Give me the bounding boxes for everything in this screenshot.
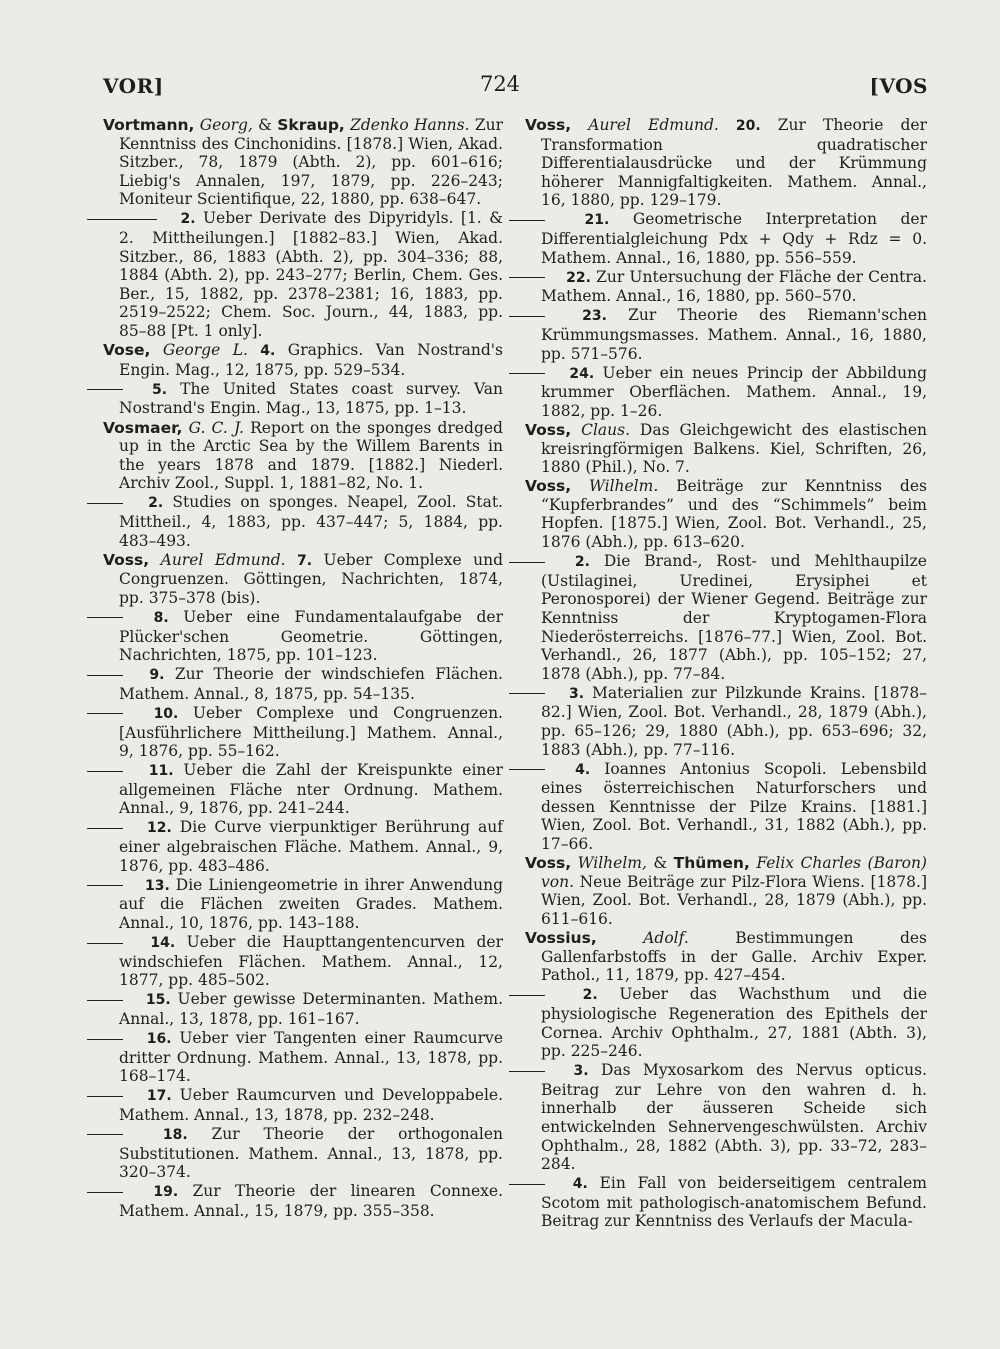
right-column	[525, 116, 927, 1232]
author-surname: Vortmann,	[103, 116, 195, 134]
left-column	[103, 116, 503, 1221]
coauthor-given-name: Felix Charles (Baron) von.	[541, 854, 927, 891]
entry-number: 17.	[146, 1088, 172, 1105]
ditto-dash	[525, 1061, 561, 1080]
ditto-dash	[525, 760, 561, 779]
entry-text: Ueber die Zahl der Kreispunkte einer allgemeinen Fläche nter Ordnung. Mathem. Annal., 9, 1876, pp. 241–244.	[119, 761, 503, 818]
bibliography-entry	[525, 552, 927, 683]
bibliography-entry	[525, 364, 927, 421]
entry-number: 10.	[153, 705, 179, 722]
ditto-dash	[103, 665, 139, 684]
author-given-name: Wilhelm,	[577, 854, 647, 873]
bibliography-entry	[525, 477, 927, 551]
entry-text: Zur Theorie des Riemann'schen Krümmungsmasses. Mathem. Annal., 16, 1880, pp. 571–576.	[541, 306, 927, 363]
entry-text: Ueber Complexe und Congruenzen. [Ausführlichere Mittheilung.] Mathem. Annal., 9, 1876, pp. 55–162.	[119, 703, 503, 761]
entry-text: Ueber Derivate des Dipyridyls. [1. & 2. Mittheilungen.] [1882–83.] Wien, Akad. Sitzber., 86, 1883 (Abth. 2), pp. 304–336; 88, 1884 (Abth. 2), pp. 243–277; Berlin, Chem. Ges. Ber., 15, 1882, pp. 2378–2381; 16, 1883, pp. 2519–2522; Chem. Soc. Journ., 44, 1883, pp. 85–88 [Pt. 1 only].	[119, 209, 503, 341]
entry-number: 11.	[148, 763, 174, 780]
entry-text: Das Myxosarkom des Nervus opticus. Beitrag zur Lehre von den wahren d. h. innerhalb der äusseren Scheide sich entwickelnden Sehnervengeschwülsten. Archiv Ophthalm., 28, 1882 (Abth. 3), pp. 33–72, 283–284.	[541, 1061, 927, 1174]
author-surname: Voss,	[525, 854, 572, 873]
ditto-dash	[103, 990, 139, 1009]
entry-text: Ueber eine Fundamentalaufgabe der Plücker'schen Geometrie. Göttingen, Nachrichten, 1875, pp. 101–123.	[119, 607, 503, 665]
ditto-dash	[103, 1182, 139, 1201]
entry-text: Ueber Complexe und Congruenzen. Göttingen, Nachrichten, 1874, pp. 375–378 (bis).	[119, 550, 503, 607]
entry-text: Ein Fall von beiderseitigem centralem Scotom mit pathologisch-anatomischem Befund. Beitrag zur Kenntniss des Verlaufs der Macula-	[541, 1174, 927, 1231]
entry-text: Ueber Raumcurven und Developpabele. Mathem. Annal., 13, 1878, pp. 232–248.	[119, 1086, 503, 1124]
header-right-catchword: [VOS	[869, 74, 928, 98]
coauthor-surname: Thümen,	[673, 854, 750, 873]
bibliography-entry	[103, 1029, 503, 1086]
author-given-name: Wilhelm.	[588, 477, 659, 496]
ditto-dash	[103, 209, 173, 228]
ditto-dash	[103, 608, 139, 627]
entry-text: Beiträge zur Kenntniss des “Kupferbrandes” und des “Schimmels” beim Hopfen. [1875.] Wien, Zool. Bot. Verhandl., 25, 1876 (Abh.), pp. 613–620.	[541, 477, 927, 552]
ditto-dash	[103, 704, 139, 723]
entry-number: 16.	[146, 1031, 172, 1047]
entry-number: 5.	[152, 381, 168, 398]
author-surname: Voss,	[525, 421, 572, 439]
entry-number: 18.	[162, 1126, 188, 1143]
entry-text: Zur Kenntniss des Cinchonidins. [1878.] Wien, Akad. Sitzber., 78, 1879 (Abth. 2), pp. 601–616; Liebig's Annalen, 197, 1879, pp. 226–243; Moniteur Scientifique, 22, 1880, pp. 638–647.	[119, 116, 503, 209]
bibliography-entry	[103, 493, 503, 550]
bibliography-entry	[525, 268, 927, 306]
entry-number: 7.	[285, 552, 313, 569]
bibliography-entry	[525, 760, 927, 854]
bibliography-entry	[525, 116, 927, 210]
ditto-dash	[525, 364, 561, 383]
ditto-dash	[525, 684, 561, 703]
entry-text: The United States coast survey. Van Nostrand's Engin. Mag., 13, 1875, pp. 1–13.	[119, 379, 503, 418]
author-surname: Voss,	[525, 116, 572, 134]
bibliography-entry	[103, 818, 503, 875]
entry-text: Zur Theorie der windschiefen Flächen. Mathem. Annal., 8, 1875, pp. 54–135.	[119, 665, 503, 703]
bibliography-entry	[525, 306, 927, 363]
running-header	[0, 74, 1000, 104]
bibliography-entry	[103, 608, 503, 665]
bibliography-entry	[103, 419, 503, 493]
entry-number: 21.	[584, 212, 610, 229]
entry-text: Bestimmungen des Gallenfarbstoffs in der Galle. Archiv Exper. Pathol., 11, 1879, pp. 427–454.	[541, 929, 927, 985]
entry-text: Die Brand-, Rost- und Mehlthaupilze (Ustilaginei, Uredinei, Erysiphei et Peronosporei) der Wiener Gegend. Beiträge zur Kenntniss der Kryptogamen-Flora Niederösterreichs. [1876–77.] Wien, Zool. Bot. Verhandl., 26, 1877 (Abh.), pp. 105–152; 27, 1878 (Abh.), pp. 77–84.	[541, 552, 927, 683]
entry-number: 22.	[566, 269, 591, 286]
author-given-name: Aurel Edmund.	[160, 550, 286, 569]
bibliography-entry	[103, 1086, 503, 1124]
ditto-dash	[103, 1125, 139, 1144]
bibliography-entry	[103, 990, 503, 1028]
entry-text: Neue Beiträge zur Pilz-Flora Wiens. [1878.] Wien, Zool. Bot. Verhandl., 28, 1879 (Abh.), pp. 611–616.	[541, 872, 927, 928]
author-surname: Vosmaer,	[103, 418, 183, 437]
entry-number: 15.	[145, 992, 171, 1009]
entry-text: Ueber ein neues Princip der Abbildung krummer Oberflächen. Mathem. Annal., 19, 1882, pp. 1–26.	[541, 363, 927, 420]
entry-text: Zur Theorie der linearen Connexe. Mathem. Annal., 15, 1879, pp. 355–358.	[119, 1182, 503, 1220]
entry-number: 12.	[147, 820, 172, 837]
bibliography-entry	[103, 116, 503, 209]
entry-number: 4.	[247, 343, 276, 360]
ditto-dash	[103, 380, 139, 399]
ditto-dash	[103, 818, 139, 837]
entry-number: 13.	[145, 877, 170, 894]
entry-number: 4.	[572, 1176, 588, 1193]
ditto-dash	[525, 210, 561, 229]
entry-text: Das Gleichgewicht des elastischen kreisringförmigen Balkens. Kiel, Schriften, 26, 1880 (Phil.), No. 7.	[541, 421, 927, 477]
ditto-dash	[103, 1086, 139, 1105]
page-number: 724	[479, 72, 521, 96]
bibliography-entry	[103, 380, 503, 418]
ditto-dash	[103, 1029, 139, 1048]
bibliography-entry	[103, 876, 503, 933]
entry-text: Materialien zur Pilzkunde Krains. [1878–82.] Wien, Zool. Bot. Verhandl., 28, 1879 (Abh.), pp. 65–126; 29, 1880 (Abh.), pp. 653–696; 32, 1883 (Abh.), pp. 77–116.	[541, 683, 927, 759]
author-given-name: Aurel Edmund.	[588, 116, 719, 134]
ditto-dash	[525, 306, 561, 325]
entry-text: Zur Theorie der Transformation quadratischer Differentialausdrücke und der Krümmung höherer Mannigfaltigkeiten. Mathem. Annal., 16, 1880, pp. 129–179.	[541, 116, 927, 210]
coauthor-surname: Skraup,	[277, 116, 345, 134]
ditto-dash	[103, 876, 139, 895]
entry-number: 2.	[148, 495, 164, 512]
coauthor-given-name: Zdenko Hanns.	[350, 116, 470, 134]
author-given-name: George L.	[162, 341, 248, 360]
bibliography-entry	[103, 209, 503, 340]
entry-text: Geometrische Interpretation der Differentialgleichung Pdx + Qdy + Rdz = 0. Mathem. Annal., 16, 1880, pp. 556–559.	[541, 210, 927, 267]
entry-text: Ueber die Haupttangentencurven der windschiefen Flächen. Mathem. Annal., 12, 1877, pp. 485–502.	[119, 933, 503, 990]
author-surname: Vossius,	[525, 929, 597, 948]
entry-text: Report on the sponges dredged up in the Arctic Sea by the Willem Barents in the years 1878 and 1879. [1882.] Niederl. Archiv Zool., Suppl. 1, 1881–82, No. 1.	[119, 418, 503, 493]
bibliography-entry	[103, 761, 503, 818]
bibliography-entry	[103, 1182, 503, 1220]
entry-number: 2.	[574, 554, 590, 571]
entry-number: 19.	[153, 1184, 179, 1201]
author-given-name: G. C. J.	[188, 418, 244, 437]
entry-text: Graphics. Van Nostrand's Engin. Mag., 12, 1875, pp. 529–534.	[119, 341, 503, 379]
entry-number: 23.	[582, 308, 607, 325]
bibliography-entry	[103, 1125, 503, 1182]
author-surname: Voss,	[525, 477, 572, 496]
entry-number: 14.	[150, 935, 176, 952]
author-surname: Voss,	[103, 550, 150, 569]
author-given-name: Georg,	[199, 116, 253, 134]
entry-number: 3.	[568, 685, 585, 702]
entry-text: Studies on sponges. Neapel, Zool. Stat. Mittheil., 4, 1883, pp. 437–447; 5, 1884, pp. 483–493.	[119, 493, 503, 550]
entry-number: 2.	[582, 987, 598, 1004]
entry-text: Ueber gewisse Determinanten. Mathem. Annal., 13, 1878, pp. 161–167.	[119, 990, 503, 1028]
entry-number: 20.	[718, 118, 761, 134]
entry-text: Die Curve vierpunktiger Berührung auf einer algebraischen Fläche. Mathem. Annal., 9, 1876, pp. 483–486.	[119, 818, 503, 875]
bibliography-entry	[525, 421, 927, 477]
bibliography-entry	[525, 854, 927, 928]
bibliography-entry	[103, 704, 503, 761]
author-given-name: Adolf.	[643, 929, 689, 948]
ditto-dash	[525, 552, 561, 571]
entry-text: Zur Theorie der orthogonalen Substitutionen. Mathem. Annal., 13, 1878, pp. 320–374.	[119, 1124, 503, 1182]
entry-number: 24.	[569, 365, 595, 382]
bibliography-entry	[525, 929, 927, 985]
header-left-catchword: VOR]	[103, 74, 164, 98]
ditto-dash	[103, 493, 139, 512]
author-conjunction: &	[252, 116, 278, 134]
bibliography-entry	[525, 1174, 927, 1231]
bibliography-entry	[103, 341, 503, 379]
entry-text: Ueber das Wachsthum und die physiologische Regeneration des Epithels der Cornea. Archiv Ophthalm., 27, 1881 (Abth. 3), pp. 225–246.	[541, 985, 927, 1061]
bibliography-entry	[103, 933, 503, 990]
entry-text: Zur Untersuchung der Fläche der Centra. Mathem. Annal., 16, 1880, pp. 560–570.	[541, 267, 927, 306]
bibliography-entry	[525, 985, 927, 1060]
bibliography-entry	[103, 551, 503, 608]
author-given-name: Claus.	[581, 421, 630, 439]
bibliography-entry	[525, 684, 927, 759]
author-surname: Vose,	[103, 341, 151, 360]
entry-text: Die Liniengeometrie in ihrer Anwendung auf die Flächen zweiten Grades. Mathem. Annal., 10, 1876, pp. 143–188.	[119, 875, 503, 932]
entry-number: 2.	[180, 211, 196, 228]
ditto-dash	[103, 761, 139, 780]
author-conjunction: &	[646, 854, 674, 873]
entry-text: Ueber vier Tangenten einer Raumcurve dritter Ordnung. Mathem. Annal., 13, 1878, pp. 168–174.	[119, 1029, 503, 1086]
bibliography-entry	[525, 1061, 927, 1174]
entry-text: Ioannes Antonius Scopoli. Lebensbild eines österreichischen Naturforschers und dessen Kenntnisse der Pilze Krains. [1881.] Wien, Zool. Bot. Verhandl., 31, 1882 (Abh.), pp. 17–66.	[541, 759, 927, 854]
ditto-dash	[525, 985, 561, 1004]
ditto-dash	[103, 933, 139, 952]
entry-number: 9.	[149, 667, 165, 684]
bibliography-entry	[103, 665, 503, 703]
entry-number: 8.	[153, 609, 169, 626]
ditto-dash	[525, 268, 561, 287]
bibliography-entry	[525, 210, 927, 267]
entry-number: 4.	[575, 761, 591, 778]
entry-number: 3.	[573, 1063, 589, 1080]
ditto-dash	[525, 1174, 561, 1193]
